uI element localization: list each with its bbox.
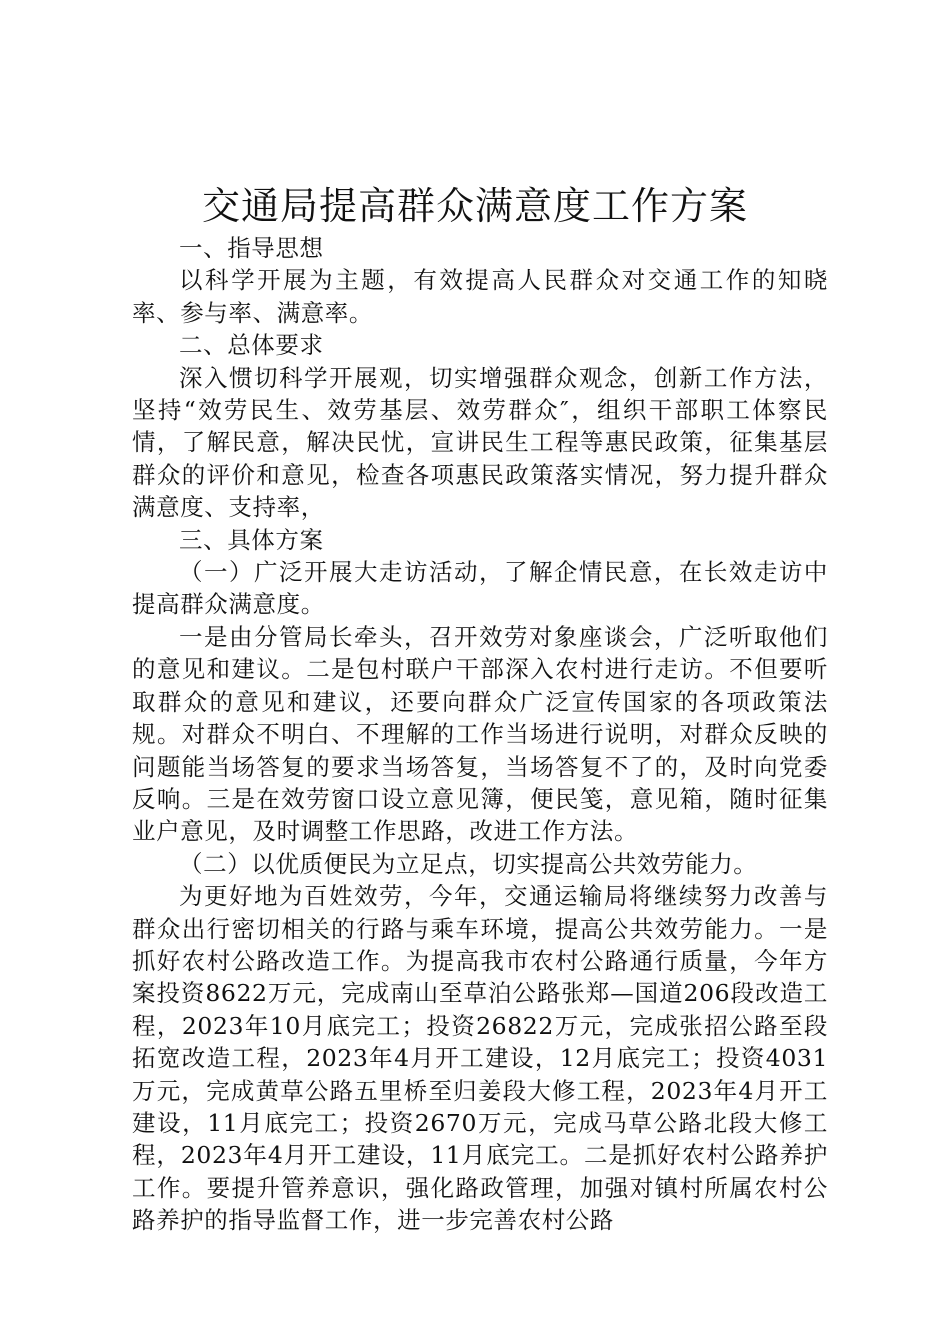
paragraph: 以科学开展为主题，有效提高人民群众对交通工作的知晓率、参与率、满意率。 xyxy=(132,266,828,327)
paragraph: 一是由分管局长牵头，召开效劳对象座谈会，广泛听取他们的意见和建议。二是包村联户干部深入农村进行走访。不但要听取群众的意见和建议，还要向群众广泛宣传国家的各项政策法规。对群众不明白、不理解的工作当场进行说明，对群众反映的问题能当场答复的要求当场答复，当场答复不了的，及时向党委反响。三是在效劳窗口设立意见簿，便民笺，意见箱，随时征集业户意见，及时调整工作思路，改进工作方法。 xyxy=(132,622,828,846)
subsection-heading: （一）广泛开展大走访活动，了解企情民意，在长效走访中提高群众满意度。 xyxy=(132,558,828,619)
subsection-heading: （二）以优质便民为立足点，切实提高公共效劳能力。 xyxy=(179,849,758,878)
section-heading: 三、具体方案 xyxy=(179,525,324,554)
document-title: 交通局提高群众满意度工作方案 xyxy=(201,184,748,228)
paragraph: 深入惯切科学开展观，切实增强群众观念，创新工作方法，坚持“效劳民生、效劳基层、效劳群众″，组织干部职工体察民情，了解民意，解决民忧，宣讲民生工程等惠民政策，征集基层群众的评价和意见，检查各项惠民政策落实情况，努力提升群众满意度、支持率， xyxy=(132,363,828,522)
section-heading: 二、总体要求 xyxy=(179,331,324,360)
paragraph: 为更好地为百姓效劳，今年，交通运输局将继续努力改善与群众出行密切相关的行路与乘车环境，提高公共效劳能力。一是抓好农村公路改造工作。为提高我市农村公路通行质量，今年方案投资8622万元，完成南山至草泊公路张郑—国道206段改造工程，2023年10月底完工；投资26822万元，完成张招公路至段拓宽改造工程，2023年4月开工建设，12月底完工；投资4031万元，完成黄草公路五里桥至归姜段大修工程，2023年4月开工建设，11月底完工；投资2670万元，完成马草公路北段大修工程，2023年4月开工建设，11月底完工。二是抓好农村公路养护工作。要提升管养意识，强化路政管理，加强对镇村所属农村公路养护的指导监督工作，进一步完善农村公路 xyxy=(132,882,828,1235)
section-heading: 一、指导思想 xyxy=(179,234,324,262)
document-body xyxy=(132,232,828,1237)
